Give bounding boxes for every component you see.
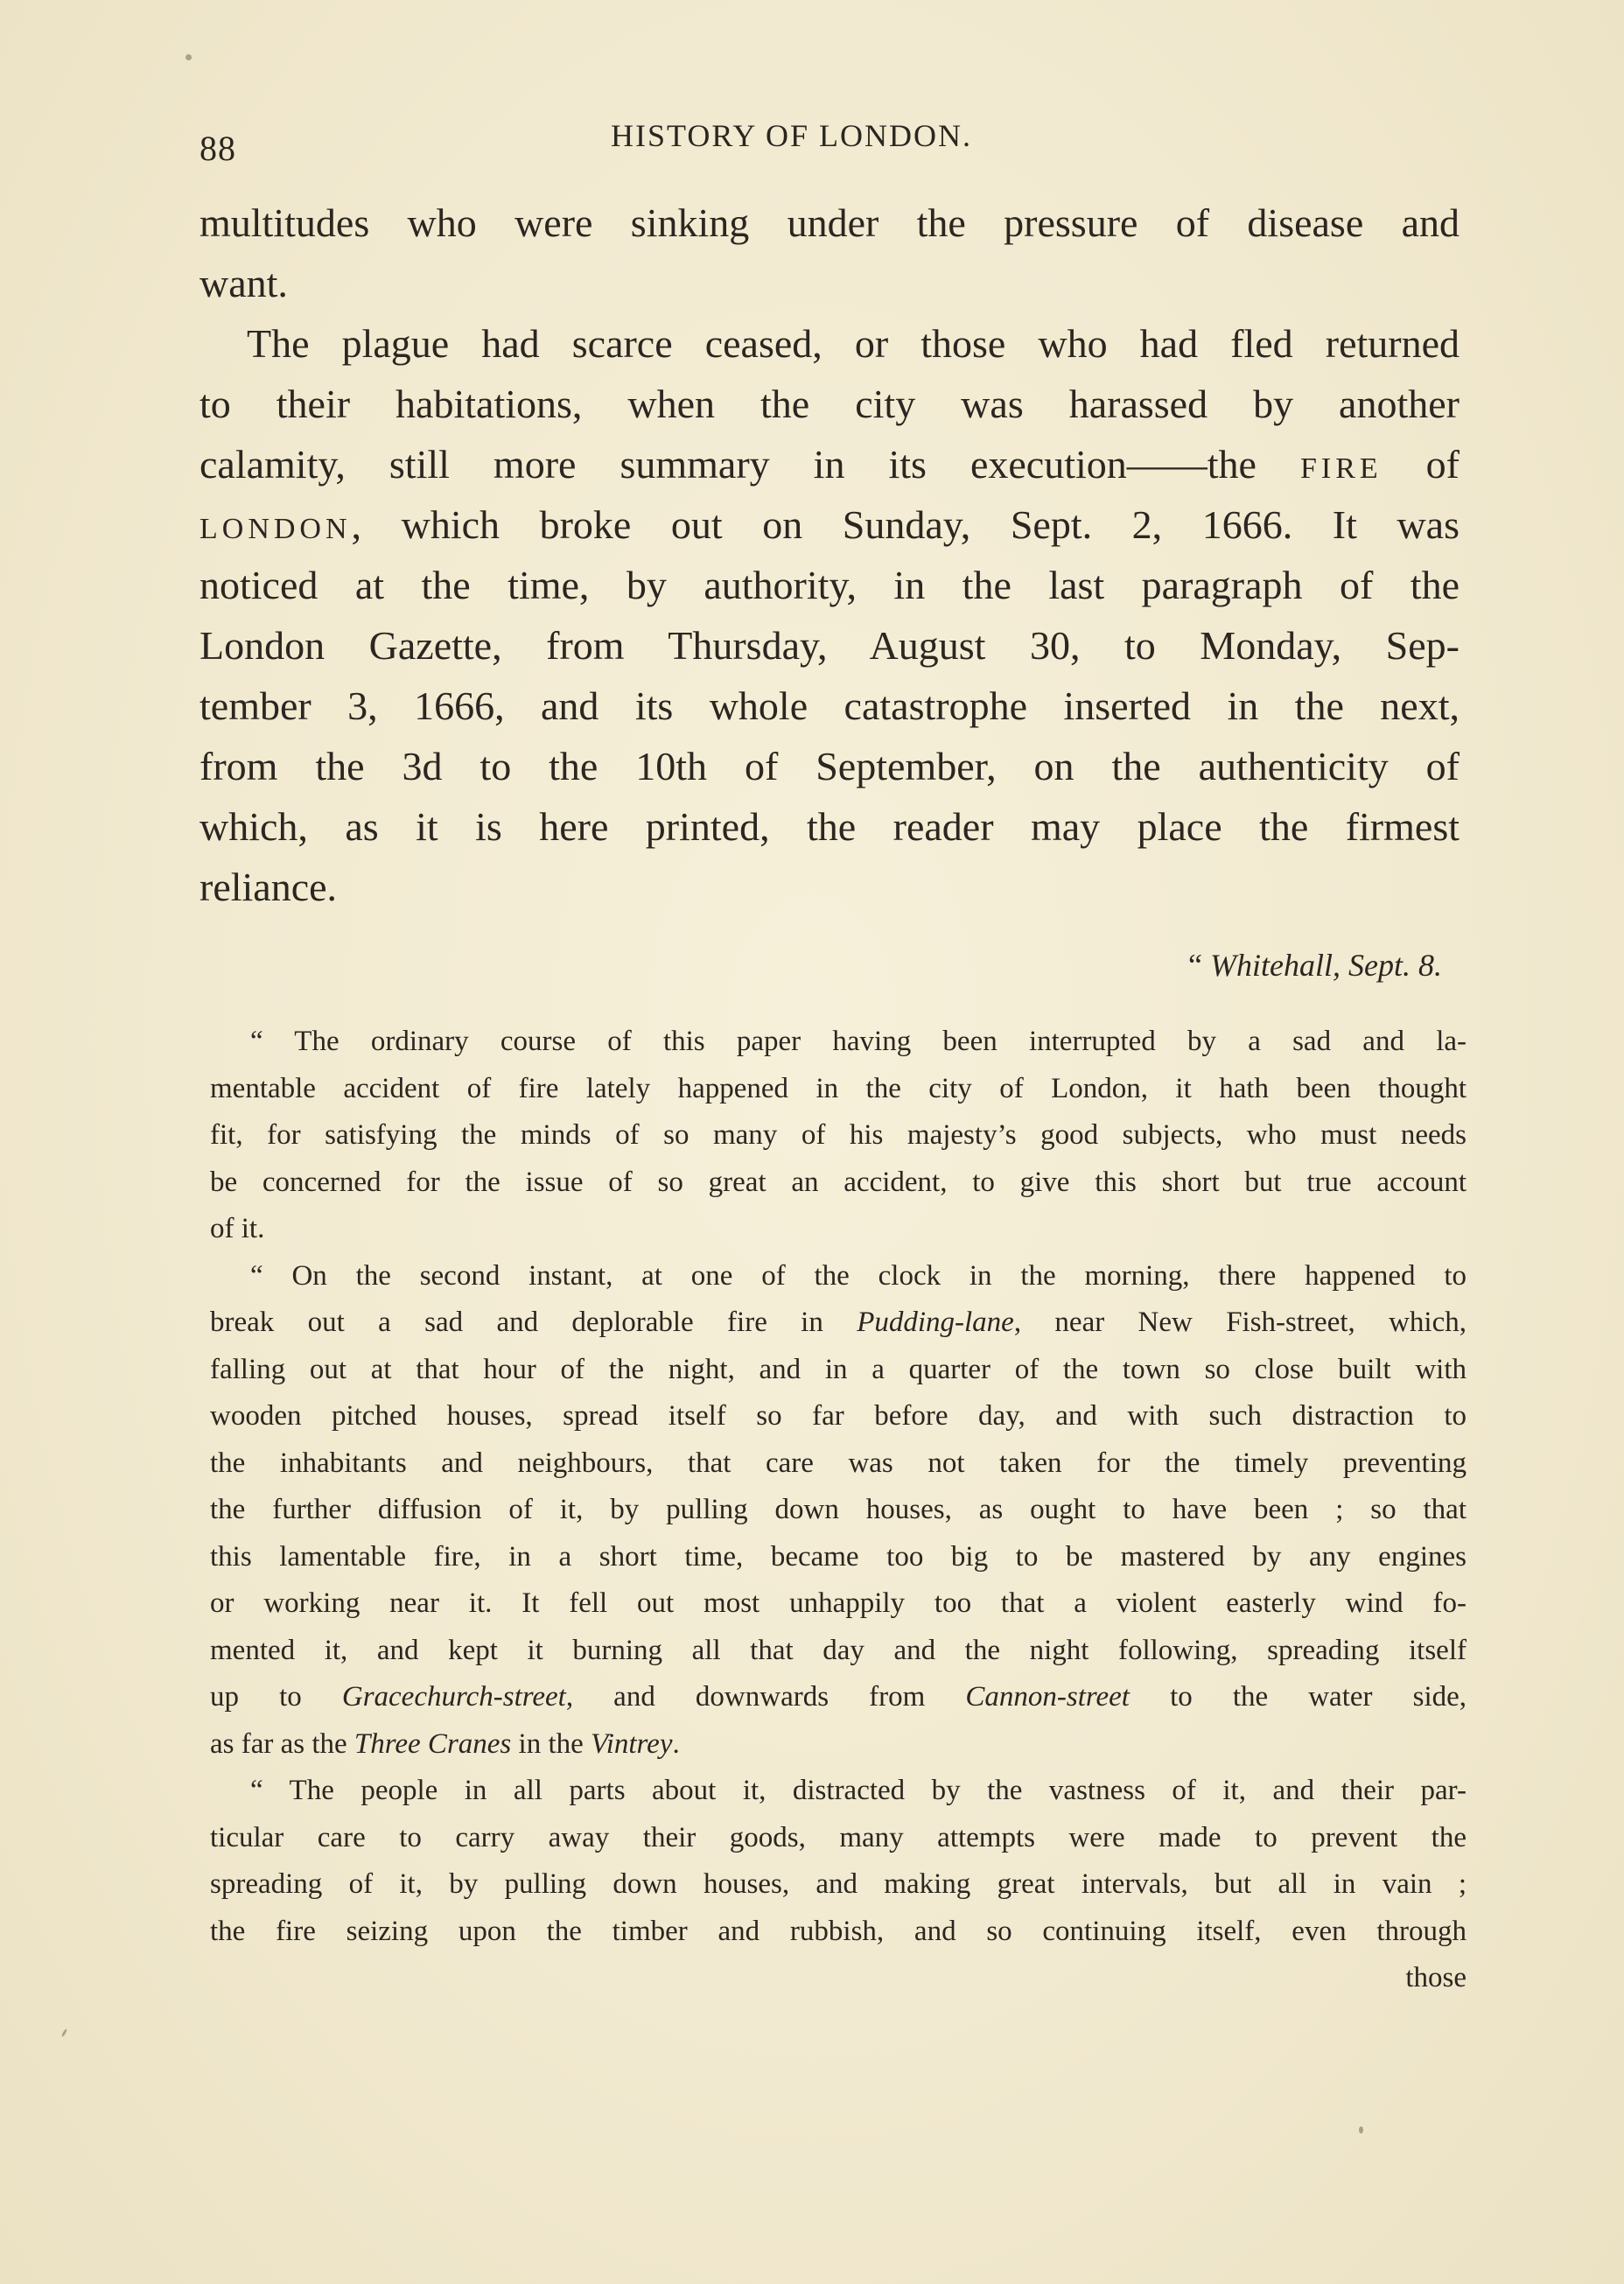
text-span: of — [1425, 442, 1460, 487]
open-quote: “ — [1188, 948, 1211, 983]
text-line: tember 3, 1666, and its whole catastrophe inserted in the next, — [200, 683, 1460, 728]
text-span: as far as the — [210, 1727, 347, 1760]
extract-line: the inhabitants and neighbours, that care was not taken for the timely preventing — [210, 1447, 1466, 1479]
gazette-extract — [210, 1019, 1466, 2002]
running-title: HISTORY OF LONDON. — [611, 118, 973, 153]
extract-line: this lamentable fire, in a short time, became too big to be mastered by any engines — [210, 1540, 1466, 1573]
text-span: , near New Fish-street, which, — [1013, 1307, 1466, 1338]
text-span: calamity, still more summary in its execution——the — [200, 442, 1256, 487]
text-line: The plague had scarce ceased, or those who had fled returned — [247, 321, 1460, 366]
text-span: , and downwards from — [565, 1681, 926, 1713]
extract-line: “ The people in all parts about it, distracted by the vastness of it, and their par- — [250, 1775, 1466, 1806]
running-head — [200, 112, 1460, 168]
place-name: Gracechurch-street — [341, 1681, 566, 1713]
extract-line: be concerned for the issue of so great an accident, to give this short but true account — [210, 1166, 1466, 1198]
text-span: to the water side, — [1170, 1681, 1467, 1713]
extract-line: the fire seizing upon the timber and rubbish, and so continuing itself, even through — [210, 1915, 1466, 1947]
text-span: break out a sad and deplorable fire in — [210, 1307, 823, 1338]
extract-line: wooden pitched houses, spread itself so far before day, and with such distraction to — [210, 1400, 1466, 1432]
text-span: up to — [210, 1681, 302, 1713]
extract-line — [210, 1674, 1466, 1721]
extract-line: mented it, and kept it burning all that day and the night following, spreading itself — [210, 1634, 1466, 1666]
extract-line — [210, 1721, 1466, 1769]
text-span: , which broke out on Sunday, Sept. 2, 1666. It was — [351, 502, 1460, 547]
ink-speck — [186, 54, 192, 60]
extract-line: “ The ordinary course of this paper having been interrupted by a sad and la- — [250, 1026, 1466, 1057]
place-name: Vintrey — [591, 1727, 673, 1760]
text-line: from the 3d to the 10th of September, on the authenticity of — [200, 744, 1460, 788]
place-name: Cannon-street — [965, 1681, 1130, 1713]
extract-line: fit, for satisfying the minds of so many of his majesty’s good subjects, who must needs — [210, 1119, 1466, 1151]
text-line: London Gazette, from Thursday, August 30, to Monday, Sep- — [200, 623, 1460, 668]
small-caps-word: LONDON — [200, 513, 352, 545]
extract-line: the further diffusion of it, by pulling down houses, as ought to have been ; so that — [210, 1494, 1466, 1525]
text-span: in the — [518, 1727, 584, 1760]
text-line: want. — [200, 261, 288, 305]
text-line: which, as it is here printed, the reader may place the firmest — [200, 804, 1460, 849]
text-line — [200, 434, 1460, 494]
catchword: those — [1405, 1962, 1466, 1993]
text-line: noticed at the time, by authority, in the last paragraph of the — [200, 563, 1460, 607]
extract-line: ticular care to carry away their goods, many attempts were made to prevent the — [210, 1821, 1466, 1853]
extract-line: or working near it. It fell out most unhappily too that a violent easterly wind fo- — [210, 1587, 1466, 1619]
place-name: Three Cranes — [354, 1727, 512, 1760]
text-line: to their habitations, when the city was harassed by another — [200, 382, 1460, 426]
text-line: reliance. — [200, 865, 338, 909]
extract-line: falling out at that hour of the night, and in a quarter of the town so close built with — [210, 1353, 1466, 1385]
extract-line: mentable accident of fire lately happened in the city of London, it hath been thought — [210, 1072, 1466, 1104]
dateline-text: Whitehall, Sept. 8. — [1210, 948, 1442, 983]
extract-line: “ On the second instant, at one of the clock in the morning, there happened to — [250, 1259, 1466, 1292]
extract-line: of it. — [210, 1213, 265, 1244]
gazette-dateline — [200, 947, 1442, 984]
text-line: multitudes who were sinking under the pressure of disease and — [200, 200, 1460, 245]
page-number: 88 — [200, 129, 236, 168]
ink-speck — [61, 2028, 68, 2037]
place-name: Pudding-lane — [857, 1307, 1014, 1338]
text-span: . — [672, 1727, 680, 1760]
extract-line — [210, 1300, 1466, 1347]
small-caps-word: FIRE — [1299, 452, 1382, 485]
ink-speck — [1359, 2126, 1363, 2133]
extract-line: spreading of it, by pulling down houses, and making great intervals, but all in vain ; — [210, 1868, 1466, 1900]
main-paragraphs — [200, 193, 1460, 917]
text-line — [200, 494, 1460, 555]
